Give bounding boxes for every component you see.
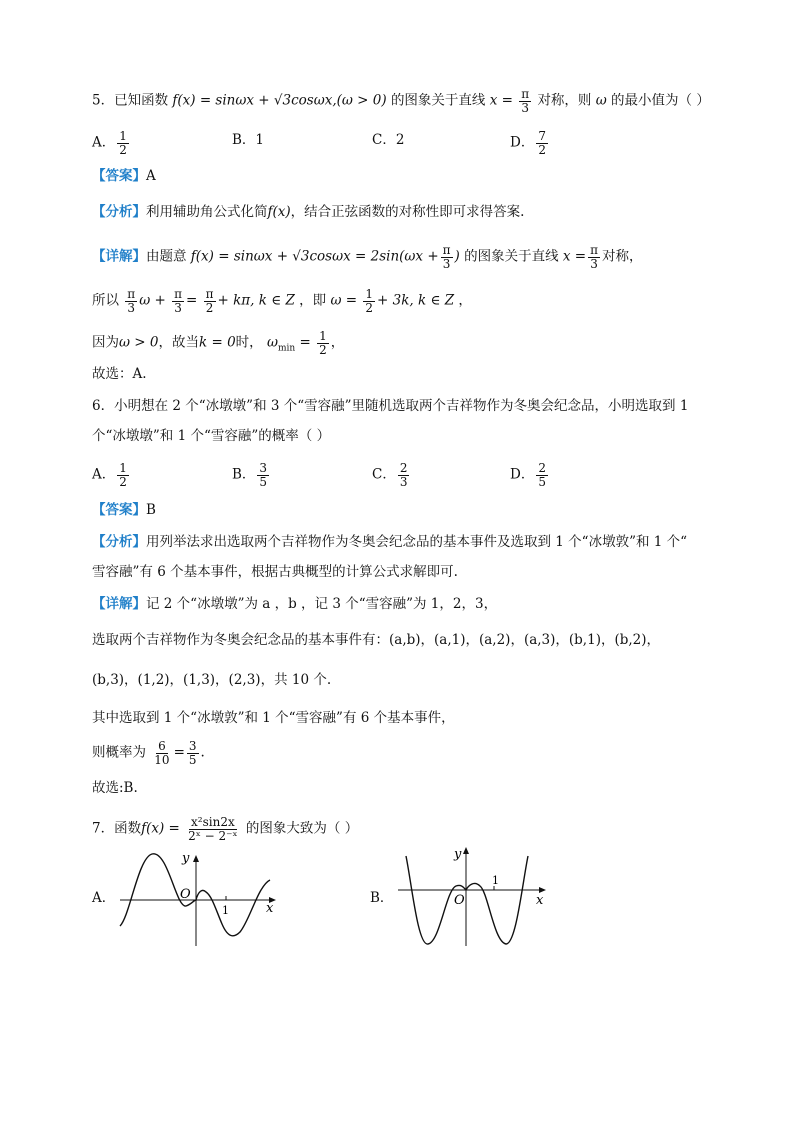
curve	[406, 856, 528, 944]
q5-because: 因为ω > 0，故当k = 0时， $\omega_{min}$ = $\frac{1}{2}$ ，	[92, 329, 345, 357]
q5-option-d: D． $\frac{7}{2}$	[510, 129, 546, 157]
q6-detail-line3: (b,3)，(1,2)，(1,3)，(2,3)，共 10 个.	[92, 672, 332, 688]
q6-choose: 故选:B.	[92, 780, 138, 796]
q6-option-c: C． $\frac{2}{3}$	[372, 461, 408, 489]
origin-label: O	[454, 893, 465, 908]
origin-label: O	[180, 887, 191, 902]
q6-detail-line4: 其中选取到 1 个“冰墩敦”和 1 个“雪容融”有 6 个基本事件，	[92, 710, 455, 726]
q7-graph-a	[116, 846, 286, 950]
q6-detail-line2: 选取两个吉祥物作为冬奥会纪念品的基本事件有：(a,b)，(a,1)，(a,2)，(a,3)，(b,1)，(b,2)，	[92, 632, 661, 648]
y-axis-label: y	[182, 851, 190, 866]
q6-answer: 【答案】B	[92, 502, 156, 518]
q6-probability: 则概率为 $\frac{6}{10}$ = $\frac{3}{5}$ .	[92, 739, 205, 767]
q5-answer: 【答案】A	[92, 168, 156, 184]
q6-detail-line1: 【详解】记 2 个“冰墩墩”为 a ，b ，记 3 个“雪容融”为 1，2，3，	[92, 596, 498, 612]
q6-option-d: D． $\frac{2}{5}$	[510, 461, 546, 489]
q5-stem: 5．已知函数 f(x) = sinωx + √3cosωx,(ω > 0) 的图象关于直线 x = $\frac{\pi}{3}$ 对称，则 ω 的最小值为（ ）	[92, 87, 710, 115]
fraction: $\frac{\pi}{3}$	[521, 87, 530, 115]
q5-so: 所以 $\frac{\pi}{3}$ ω + $\frac{\pi}{3}$ = $\frac{\pi}{2}$ + kπ, k ∈ Z ，即 ω = $\frac{1}{2}$ + 3k, k ∈ Z ，	[92, 287, 472, 315]
q7-stem: 7．函数f(x) = $\frac{\text{x²sin2x}}{\text{2ˣ − 2⁻ˣ}}$ 的图象大致为（ ）	[92, 815, 359, 843]
q7-graph-b	[396, 846, 556, 950]
q6-option-a: A． $\frac{1}{2}$	[92, 461, 127, 489]
q5-option-b: B．1	[232, 132, 265, 148]
q6-stem-line2: 个“冰墩墩”和 1 个“雪容融”的概率（ ）	[92, 428, 331, 444]
tick-label: 1	[492, 874, 499, 887]
curve	[120, 854, 270, 936]
y-axis-arrow	[463, 847, 469, 854]
tick-label: 1	[222, 904, 229, 917]
q5-func: f(x) = sinωx + √3cosωx,(ω > 0)	[172, 92, 387, 109]
q5-analysis: 【分析】利用辅助角公式化简f(x)，结合正弦函数的对称性即可求得答案.	[92, 204, 525, 220]
q6-stem-line1: 6．小明想在 2 个“冰墩墩”和 3 个“雪容融”里随机选取两个吉祥物作为冬奥会纪念品，小明选取到 1	[92, 398, 689, 414]
x-axis-label: x	[536, 893, 544, 908]
q5-choose: 故选：A.	[92, 366, 147, 382]
q6-option-b: B． $\frac{3}{5}$	[232, 461, 268, 489]
x-axis-label: x	[266, 901, 274, 916]
q5-detail: 【详解】由题意 f(x) = sinωx + √3cosωx = 2sin(ωx + $\frac{\pi}{3}$ ) 的图象关于直线 x = $\frac{\pi}{3}$ 对称，	[92, 243, 643, 271]
y-axis-arrow	[193, 855, 199, 862]
q7-option-a-label: A．	[92, 890, 116, 906]
y-axis-label: y	[454, 847, 462, 862]
q6-analysis-line2: 雪容融”有 6 个基本事件，根据古典概型的计算公式求解即可.	[92, 564, 458, 580]
q7-option-b-label: B．	[370, 890, 394, 906]
q6-analysis-line1: 【分析】用列举法求出选取两个吉祥物作为冬奥会纪念品的基本事件及选取到 1 个“冰墩敦”和 1 个“	[92, 534, 688, 550]
q5-option-c: C．2	[372, 132, 405, 148]
q5-option-a: A． $\frac{1}{2}$	[92, 129, 127, 157]
